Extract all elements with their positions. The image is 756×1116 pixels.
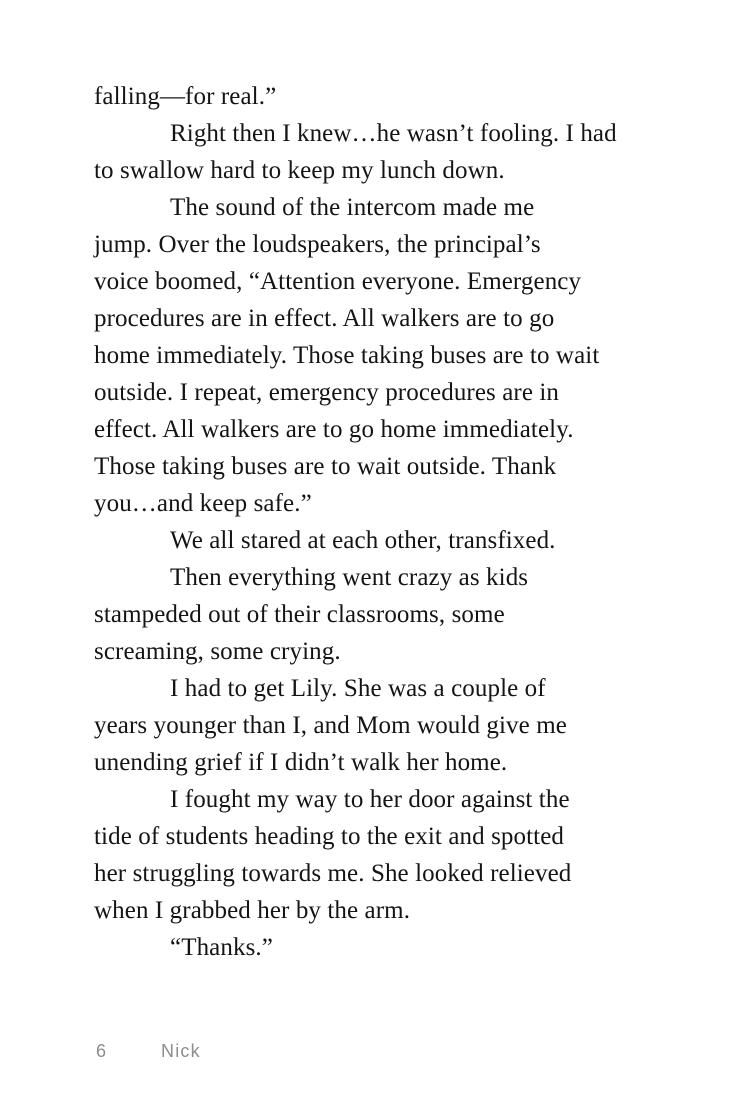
text-line: Then everything went crazy as kids [170, 564, 529, 591]
text-line: Right then I knew…he wasn’t fooling. I had [170, 120, 617, 147]
text-line: We all stared at each other, transfixed. [170, 527, 556, 554]
text-line: when I grabbed her by the arm. [94, 897, 411, 924]
text-line: screaming, some crying. [94, 638, 341, 665]
text-line: you…and keep safe.” [94, 490, 312, 517]
text-line: tide of students heading to the exit and spotted [94, 823, 564, 850]
text-line: I fought my way to her door against the [170, 786, 570, 813]
text-line: jump. Over the loudspeakers, the principal’s [94, 231, 541, 258]
text-line: home immediately. Those taking buses are to wait [94, 342, 600, 369]
text-line: unending grief if I didn’t walk her home. [94, 749, 508, 776]
text-line: effect. All walkers are to go home immediately. [94, 416, 574, 443]
text-line: falling—for real.” [94, 83, 277, 110]
text-line: her struggling towards me. She looked relieved [94, 860, 572, 887]
text-line: years younger than I, and Mom would give me [94, 712, 567, 739]
text-line: to swallow hard to keep my lunch down. [94, 157, 505, 184]
page-number: 6 [96, 1041, 108, 1061]
text-line: outside. I repeat, emergency procedures are in [94, 379, 560, 406]
text-line: stampeded out of their classrooms, some [94, 601, 505, 628]
running-header-title: Nick [161, 1041, 201, 1061]
text-line: voice boomed, “Attention everyone. Emergency [94, 268, 582, 295]
text-line: procedures are in effect. All walkers are to go [94, 305, 555, 332]
page-footer [96, 1041, 201, 1062]
page-text [94, 78, 718, 966]
text-line: I had to get Lily. She was a couple of [170, 675, 546, 702]
text-line: Those taking buses are to wait outside. Thank [94, 453, 557, 480]
text-line: “Thanks.” [170, 934, 273, 961]
text-line: The sound of the intercom made me [170, 194, 535, 221]
